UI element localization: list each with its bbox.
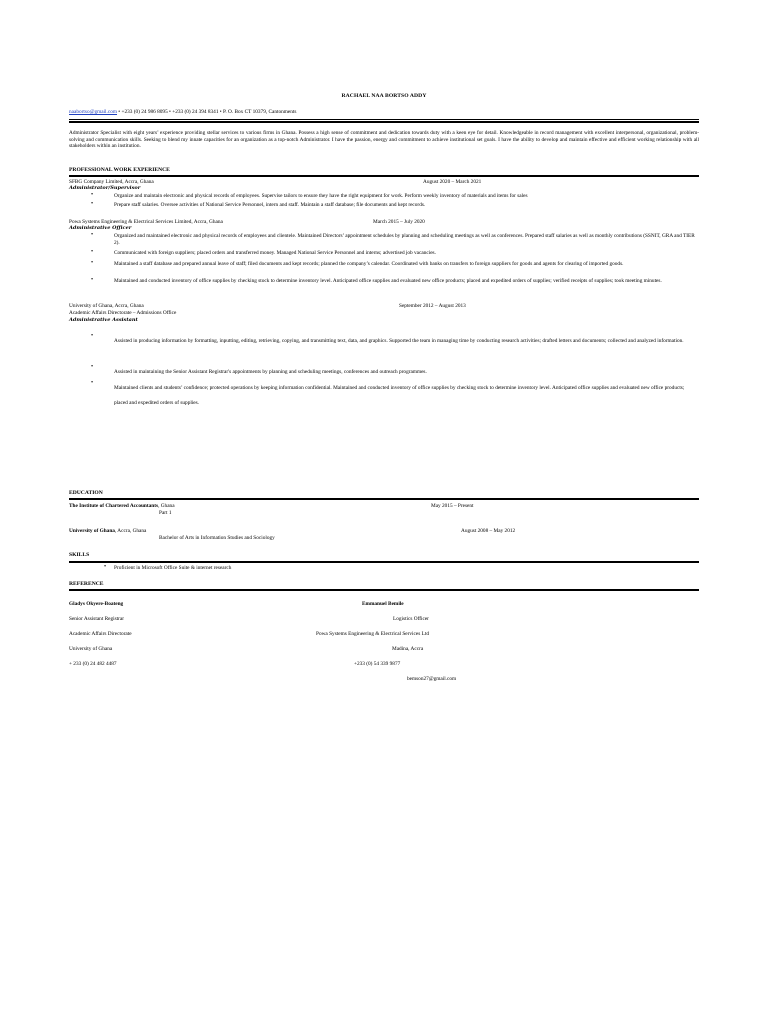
job-2-title: Administrative Officer	[69, 225, 132, 231]
bullet-icon: •	[91, 364, 94, 370]
professional-summary: Administrator Specialist with eight years’ experience providing stellar services to various firms in Ghana. Possess a high sense of commitment and dedication towards duty with a keen eye for detail. Knowledgeable in record management with excellent interpersonal, organizational, problem-solving and communication skills. Seeking to blend my innate capacities for an organization as a top-notch Administrator. I have the passion, energy and commitment to achieve institutional set goals. I have the ability to develop and maintain effective and efficient working relationship with all stakeholders within an institution.	[69, 130, 699, 150]
reference-left-location: University of Ghana	[69, 646, 113, 652]
reference-right-title: Logistics Officer	[393, 616, 429, 622]
education-item-1	[69, 503, 175, 510]
job-3-bullet-2: Assisted in maintaining the Senior Assistant Registrar's appointments by planning and scheduling meetings, conferences and outreach programmes.	[114, 369, 427, 375]
job-3-title: Administrative Assistant	[69, 317, 138, 323]
reference-heading: REFERENCE	[69, 581, 104, 587]
contact-details: • +233 (0) 24 986 8095 • +233 (0) 24 394 8341 • P. O. Box CT 10379, Cantonments	[116, 109, 297, 115]
education-detail-2: Bachelor of Arts in Information Studies and Sociology	[159, 535, 275, 541]
education-place-1: , Ghana	[158, 503, 175, 509]
education-dates-1: May 2015 – Present	[431, 503, 474, 509]
resume-name: RACHAEL NAA BORTSO ADDY	[341, 93, 427, 99]
bullet-icon: •	[91, 192, 94, 198]
education-rule	[69, 498, 699, 500]
job-2-bullet-4: Maintained and conducted inventory of office supplies by checking stock to determine inventory level. Anticipated office supplies and evaluated new office products; placed and expedited orders of supplies; verified receipts of supplies; took meeting minutes.	[114, 278, 662, 284]
job-1-bullet-1: Organize and maintain electronic and physical records of employees. Supervise tailors to ensure they have the right equipment for work. Perform weekly inventory of materials and items for sales	[114, 193, 528, 199]
reference-right-name: Emmanuel Bemile	[362, 601, 404, 607]
skill-item-1: Proficient in Microsoft Office Suite & internet research	[114, 565, 232, 571]
bullet-icon: •	[91, 380, 94, 386]
job-3-bullet-3: Maintained clients and students’ confidence; protected operations by keeping information confidential. Maintained and conducted inventory of office supplies by checking stock to determine inventory level. Anticipated office supplies and evaluated new office products; placed and expedited orders of supplies.	[114, 385, 685, 407]
job-3-bullet-1: Assisted in producing information by formatting, inputting, editing, retrieving, copying, and transmitting text, data, and graphics. Supported the team in managing time by conducting research activities; drafted letters and documents; collected and analyzed information.	[114, 338, 684, 344]
header-rule-thin	[69, 119, 699, 120]
reference-left-title: Senior Assistant Registrar	[69, 616, 125, 622]
reference-right-email: bemson27@gmail.com	[407, 676, 457, 682]
experience-heading: PROFESSIONAL WORK EXPERIENCE	[69, 167, 170, 173]
reference-right-location: Madina, Accra	[392, 646, 424, 652]
job-2-bullet-3: Maintained a staff database and prepared annual leave of staff; filed documents and kept records; planned the company’s calendar. Coordinated with banks on transfers to foreign suppliers for goods and agents for clearing of imported goods.	[114, 261, 624, 267]
bullet-icon: •	[91, 201, 94, 207]
education-place-2: , Accra, Ghana	[114, 528, 147, 534]
job-3-department: Academic Affairs Directorate – Admissions Office	[69, 310, 177, 316]
bullet-icon: •	[91, 232, 94, 238]
job-3-dates: September 2012 – August 2013	[399, 303, 466, 309]
job-2-bullet-1: Organized and maintained electronic and physical records of employees and clientele. Maintained Directors’ appointment schedules by planning and scheduling meetings as well as conferences. Prepared staff salaries as well as monthly contributions (SSNIT, GRA and TIER 2).	[114, 233, 695, 246]
job-3-company: University of Ghana, Accra, Ghana	[69, 303, 144, 309]
job-2-dates: March 2015 – July 2020	[373, 219, 425, 225]
job-1-dates: August 2020 – March 2021	[423, 179, 482, 185]
header-rule-thick	[69, 121, 699, 123]
reference-rule	[69, 589, 699, 591]
skills-rule	[69, 561, 699, 563]
skills-heading: SKILLS	[69, 552, 90, 558]
job-1-company: SFBG Company Limited, Accra, Ghana	[69, 179, 154, 185]
job-1-bullet-2: Prepare staff salaries. Oversee activities of National Service Personnel, intern and staff. Maintain a staff database; file documents and kept records.	[114, 202, 426, 208]
job-1-title: Administrator/Supervisor	[69, 185, 141, 191]
education-heading: EDUCATION	[69, 490, 103, 496]
bullet-icon: •	[104, 564, 107, 570]
reference-right-phone: +233 (0) 54 339 9877	[354, 661, 401, 667]
education-detail-1: Part 1	[159, 510, 172, 516]
education-school-1: The Institute of Chartered Accountants	[69, 503, 159, 509]
education-dates-2: August 2008 – May 2012	[461, 528, 516, 534]
education-school-2: University of Ghana	[69, 528, 115, 534]
experience-rule	[69, 175, 699, 177]
contact-line	[69, 109, 296, 116]
bullet-icon: •	[91, 333, 94, 339]
job-2-bullet-2: Communicated with foreign suppliers; placed orders and transferred money. Managed National Service Personnel and interns; advertised job vacancies.	[114, 250, 436, 256]
bullet-icon: •	[91, 260, 94, 266]
email-link[interactable]: naabortso@gmail.com	[69, 109, 117, 115]
reference-left-org: Academic Affairs Directorate	[69, 631, 132, 637]
bullet-icon: •	[91, 277, 94, 283]
bullet-icon: •	[91, 249, 94, 255]
reference-left-name: Gladys Okyere-Boateng	[69, 601, 124, 607]
reference-right-org: Powa Systems Engineering & Electrical Services Ltd	[316, 631, 429, 637]
job-2-company: Powa Systems Engineering & Electrical Services Limited, Accra, Ghana	[69, 219, 223, 225]
education-item-2	[69, 528, 146, 535]
reference-left-phone: + 233 (0) 24 482 4487	[69, 661, 117, 667]
